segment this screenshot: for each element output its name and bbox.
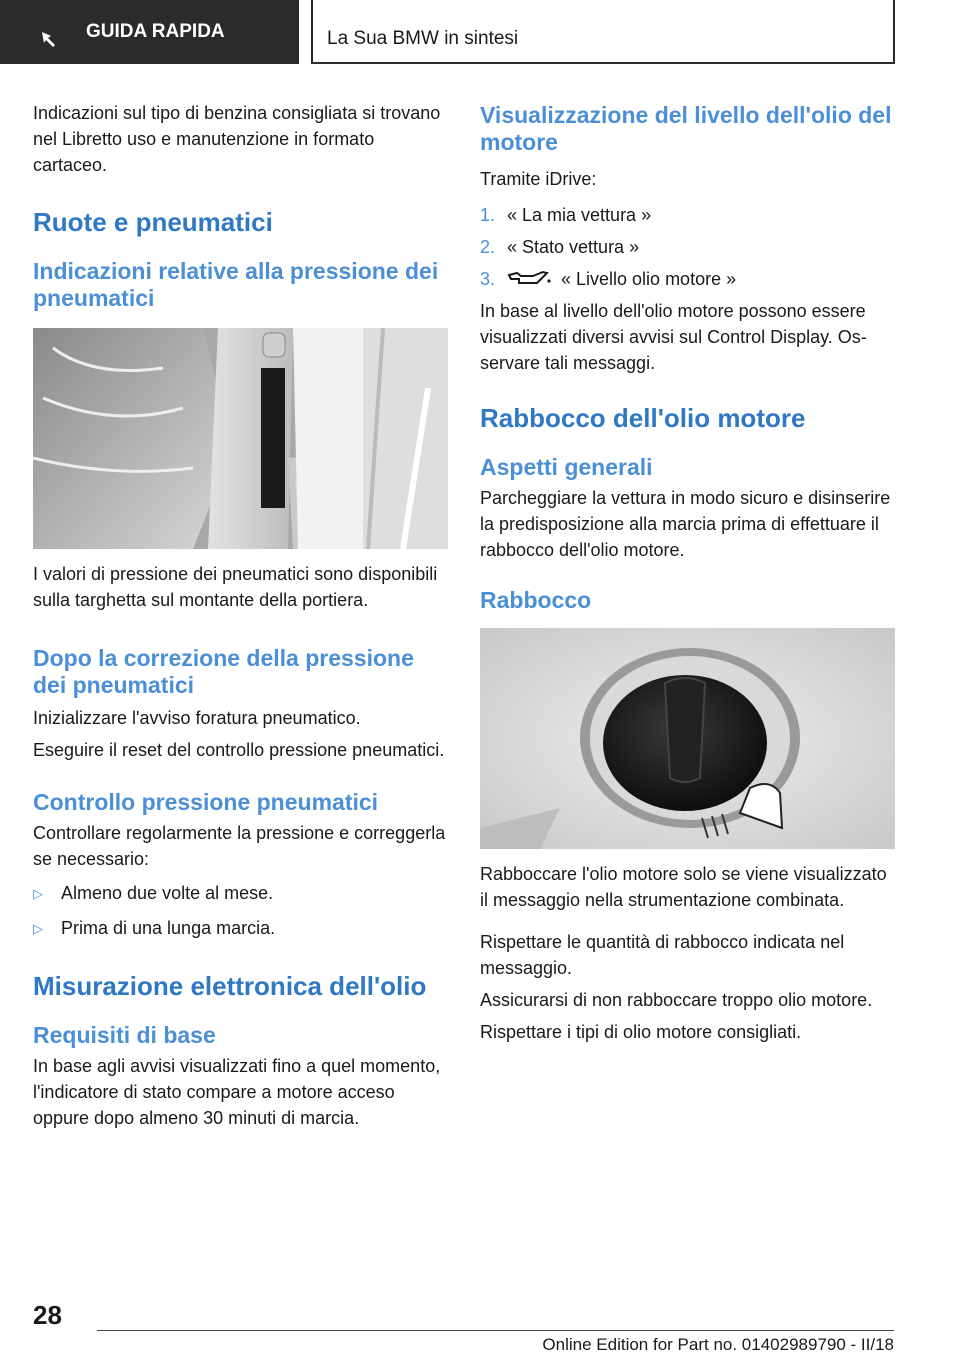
left-column bbox=[33, 100, 448, 1131]
pointer-arrow-icon bbox=[40, 30, 60, 50]
paragraph-parcheggiare: Parcheggiare la vettura in modo sicuro e disinserire la predisposizione alla marcia prima di effettuare il rabbocco dell'olio motore. bbox=[480, 488, 891, 560]
list-item bbox=[480, 202, 895, 228]
bullet-list bbox=[33, 880, 448, 942]
paragraph-rabboccare: Rabboccare l'olio motore solo se viene visualizzato il messaggio nella strumentazione combinata. bbox=[480, 864, 887, 910]
step-text: « Stato vettura » bbox=[507, 237, 640, 257]
step-number: 1. bbox=[480, 205, 496, 225]
list-item-text: Prima di una lunga marcia. bbox=[61, 918, 276, 938]
footer-edition-text: Online Edition for Part no. 01402989790 - II/18 bbox=[542, 1335, 894, 1354]
heading-indicazioni-pressione: Indicazioni relative alla pressione dei pneumatici bbox=[33, 258, 439, 311]
heading-aspetti-generali: Aspetti generali bbox=[480, 454, 653, 480]
heading-misurazione-olio: Misurazione elettronica dell'olio bbox=[33, 971, 427, 1001]
heading-dopo-correzione: Dopo la correzione della pressione dei pneumatici bbox=[33, 645, 414, 698]
paragraph-tramite-idrive: Tramite iDrive: bbox=[480, 169, 597, 189]
step-number: 2. bbox=[480, 237, 496, 257]
heading-controllo-pressione: Controllo pressione pneumatici bbox=[33, 789, 379, 815]
step-text: « La mia vettura » bbox=[507, 205, 652, 225]
list-item-text: Almeno due volte al mese. bbox=[61, 883, 274, 903]
paragraph-requisiti: In base agli avvisi visualizzati fino a quel momento, l'indicatore di stato compare a motore acceso oppure dopo almeno 30 minuti di marcia. bbox=[33, 1056, 441, 1128]
paragraph-controllare: Controllare regolarmente la pressione e correggerla se necessario: bbox=[33, 823, 446, 869]
intro-paragraph: Indicazioni sul tipo di benzina consigliata si trovano nel Libretto uso e manutenzione in formato cartaceo. bbox=[33, 103, 441, 175]
list-item bbox=[480, 234, 895, 260]
idrive-steps bbox=[480, 202, 895, 292]
heading-rabbocco: Rabbocco bbox=[480, 587, 592, 613]
oil-filler-cap-photo bbox=[480, 628, 895, 849]
page-number: 28 bbox=[33, 1300, 62, 1330]
heading-ruote-pneumatici: Ruote e pneumatici bbox=[33, 207, 273, 237]
heading-requisiti-base: Requisiti di base bbox=[33, 1022, 216, 1048]
header-tab-guida-rapida[interactable] bbox=[0, 0, 299, 64]
oil-can-icon bbox=[507, 269, 551, 287]
heading-visualizzazione-livello: Visualizzazione del livello dell'olio del motore bbox=[480, 102, 892, 155]
triangle-bullet-icon: ▷ bbox=[33, 921, 43, 936]
header-section-title: La Sua BMW in sintesi bbox=[311, 0, 895, 64]
right-column bbox=[480, 100, 895, 1045]
list-item bbox=[33, 880, 448, 907]
paragraph-eseguire-reset: Eseguire il reset del controllo pressione pneumatici. bbox=[33, 740, 445, 760]
step-text: « Livello olio motore » bbox=[561, 269, 737, 289]
paragraph-inizializzare: Inizializzare l'avviso foratura pneumatico. bbox=[33, 708, 361, 728]
heading-rabbocco-olio: Rabbocco dell'olio motore bbox=[480, 403, 806, 433]
step-number: 3. bbox=[480, 269, 496, 289]
paragraph-rispettare-tipi: Rispettare i tipi di olio motore consigliati. bbox=[480, 1022, 802, 1042]
paragraph-assicurarsi: Assicurarsi di non rabboccare troppo olio motore. bbox=[480, 990, 873, 1010]
header-tab-label: GUIDA RAPIDA bbox=[86, 21, 225, 42]
paragraph-in-base-livello: In base al livello dell'olio motore possono essere visualizzati diversi avvisi sul Control Display. Osservare tali messaggi. bbox=[480, 301, 867, 373]
triangle-bullet-icon: ▷ bbox=[33, 886, 43, 901]
footer-divider bbox=[97, 1330, 894, 1331]
list-item bbox=[33, 915, 448, 942]
paragraph-rispettare-quantita: Rispettare le quantità di rabbocco indicata nel messaggio. bbox=[480, 932, 845, 978]
list-item bbox=[480, 266, 895, 292]
door-pillar-photo bbox=[33, 328, 448, 549]
paragraph-valori-pressione: I valori di pressione dei pneumatici sono disponibili sulla targhetta sul montante della portiera. bbox=[33, 564, 438, 610]
